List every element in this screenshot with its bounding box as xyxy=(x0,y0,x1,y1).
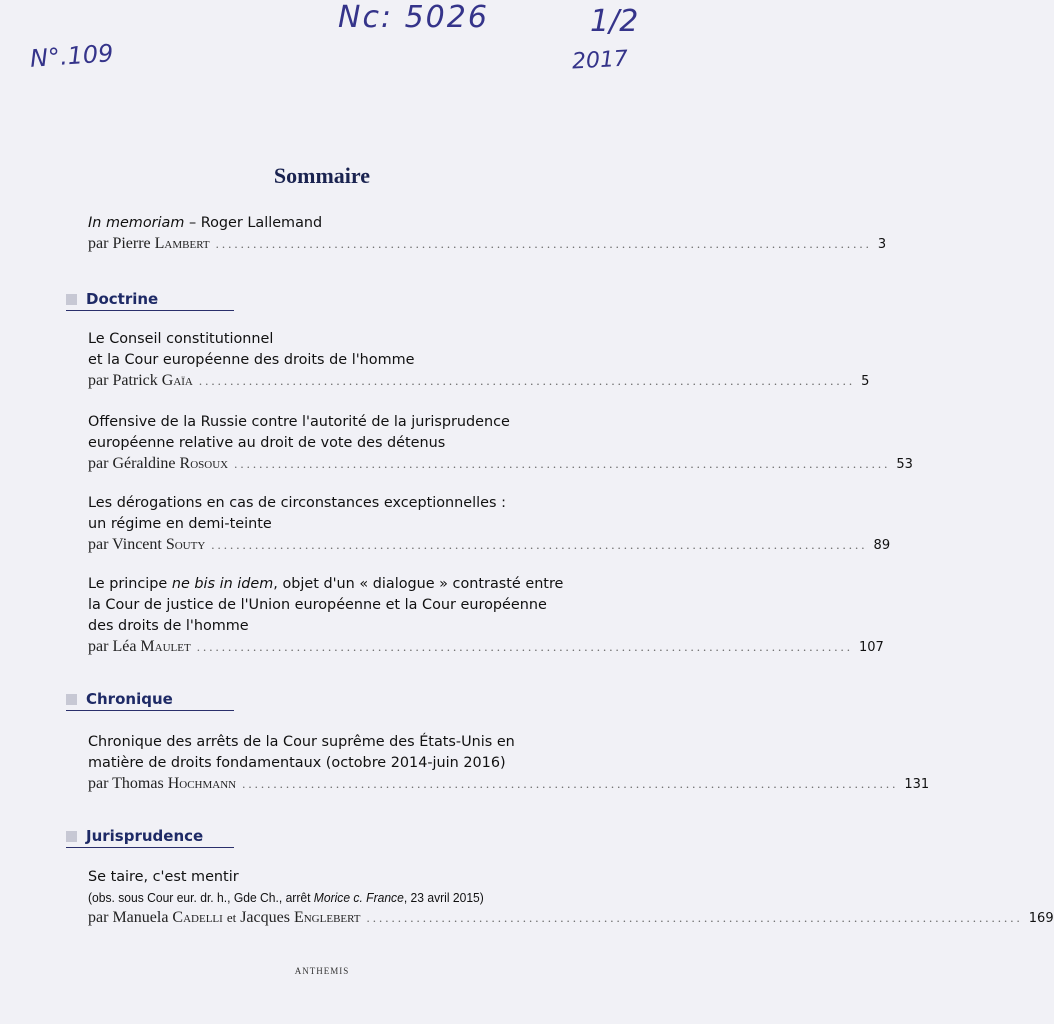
section-square-icon xyxy=(66,831,77,842)
entry-page-number: 5 xyxy=(861,374,870,389)
leader-dots: ......................................................................................................... xyxy=(234,456,891,471)
entry-page-number: 3 xyxy=(877,237,887,252)
entry-byline xyxy=(88,372,870,394)
entry-title: Offensive de la Russie contre l'autorité de la jurisprudence européenne relative au droit de vote des détenus xyxy=(88,414,510,451)
page-title: Sommaire xyxy=(273,163,371,188)
entry-author: par Léa Maulet xyxy=(88,638,191,655)
entry-page-number: 131 xyxy=(904,777,930,792)
section-square-icon xyxy=(66,294,77,305)
handwritten-fraction: 1/2 xyxy=(590,4,639,39)
leader-dots: ......................................................................................................... xyxy=(196,639,853,654)
section-heading-chronique xyxy=(66,690,234,711)
toc-entry xyxy=(88,412,913,477)
section-square-icon xyxy=(66,694,77,705)
toc-entry xyxy=(88,732,930,797)
entry-note: (obs. sous Cour eur. dr. h., Gde Ch., arrêt Morice c. France, 23 avril 2015) xyxy=(88,890,484,905)
entry-title: Le Conseil constitutionnel et la Cour européenne des droits de l'homme xyxy=(88,331,415,368)
entry-title: In memoriam – Roger Lallemand xyxy=(88,215,323,231)
entry-title: Chronique des arrêts de la Cour suprême des États-Unis en matière de droits fondamentaux (octobre 2014-juin 2016) xyxy=(88,734,515,771)
section-heading-jurisprudence xyxy=(66,827,234,848)
handwritten-number: N°.109 xyxy=(29,39,115,73)
toc-entry xyxy=(88,213,887,257)
entry-author: par Pierre Lambert xyxy=(88,235,210,252)
entry-byline xyxy=(88,536,891,558)
entry-page-number: 89 xyxy=(873,538,891,553)
entry-title: Le principe ne bis in idem, objet d'un « dialogue » contrasté entre la Cour de justice de l'Union européenne et la Cour européenne des droits de l'homme xyxy=(88,576,564,634)
entry-author: par Vincent Souty xyxy=(88,536,206,553)
entry-byline xyxy=(88,909,1054,931)
leader-dots: ......................................................................................................... xyxy=(366,910,1023,925)
section-name: Chronique xyxy=(86,690,173,708)
section-name: Doctrine xyxy=(86,290,159,308)
entry-page-number: 107 xyxy=(858,640,884,655)
entry-byline xyxy=(88,455,913,477)
leader-dots: ......................................................................................................... xyxy=(198,373,856,388)
entry-author: par Manuela Cadelli et Jacques Englebert xyxy=(88,909,361,926)
toc-entry xyxy=(88,493,891,558)
handwritten-nc-code: Nc: 5026 xyxy=(338,0,489,35)
handwritten-year: 2017 xyxy=(571,46,629,75)
entry-page-number: 53 xyxy=(896,457,913,472)
entry-page-number: 169 xyxy=(1028,911,1054,926)
leader-dots: ......................................................................................................... xyxy=(242,776,899,791)
entry-author: par Thomas Hochmann xyxy=(88,775,237,792)
entry-author: par Géraldine Rosoux xyxy=(88,455,229,472)
entry-author: par Patrick Gaïa xyxy=(88,372,193,389)
toc-entry xyxy=(88,867,1054,931)
toc-entry xyxy=(88,329,870,394)
section-heading-doctrine xyxy=(66,290,234,311)
entry-title: Les dérogations en cas de circonstances exceptionnelles : un régime en demi-teinte xyxy=(88,495,506,532)
entry-byline xyxy=(88,235,887,257)
entry-byline xyxy=(88,638,884,660)
entry-title: Se taire, c'est mentir xyxy=(88,869,239,885)
leader-dots: ......................................................................................................... xyxy=(211,537,868,552)
leader-dots: ......................................................................................................... xyxy=(215,236,872,251)
publisher-footer: ANTHEMIS xyxy=(294,966,350,976)
entry-byline xyxy=(88,775,930,797)
section-name: Jurisprudence xyxy=(86,827,204,845)
toc-entry xyxy=(88,574,884,660)
